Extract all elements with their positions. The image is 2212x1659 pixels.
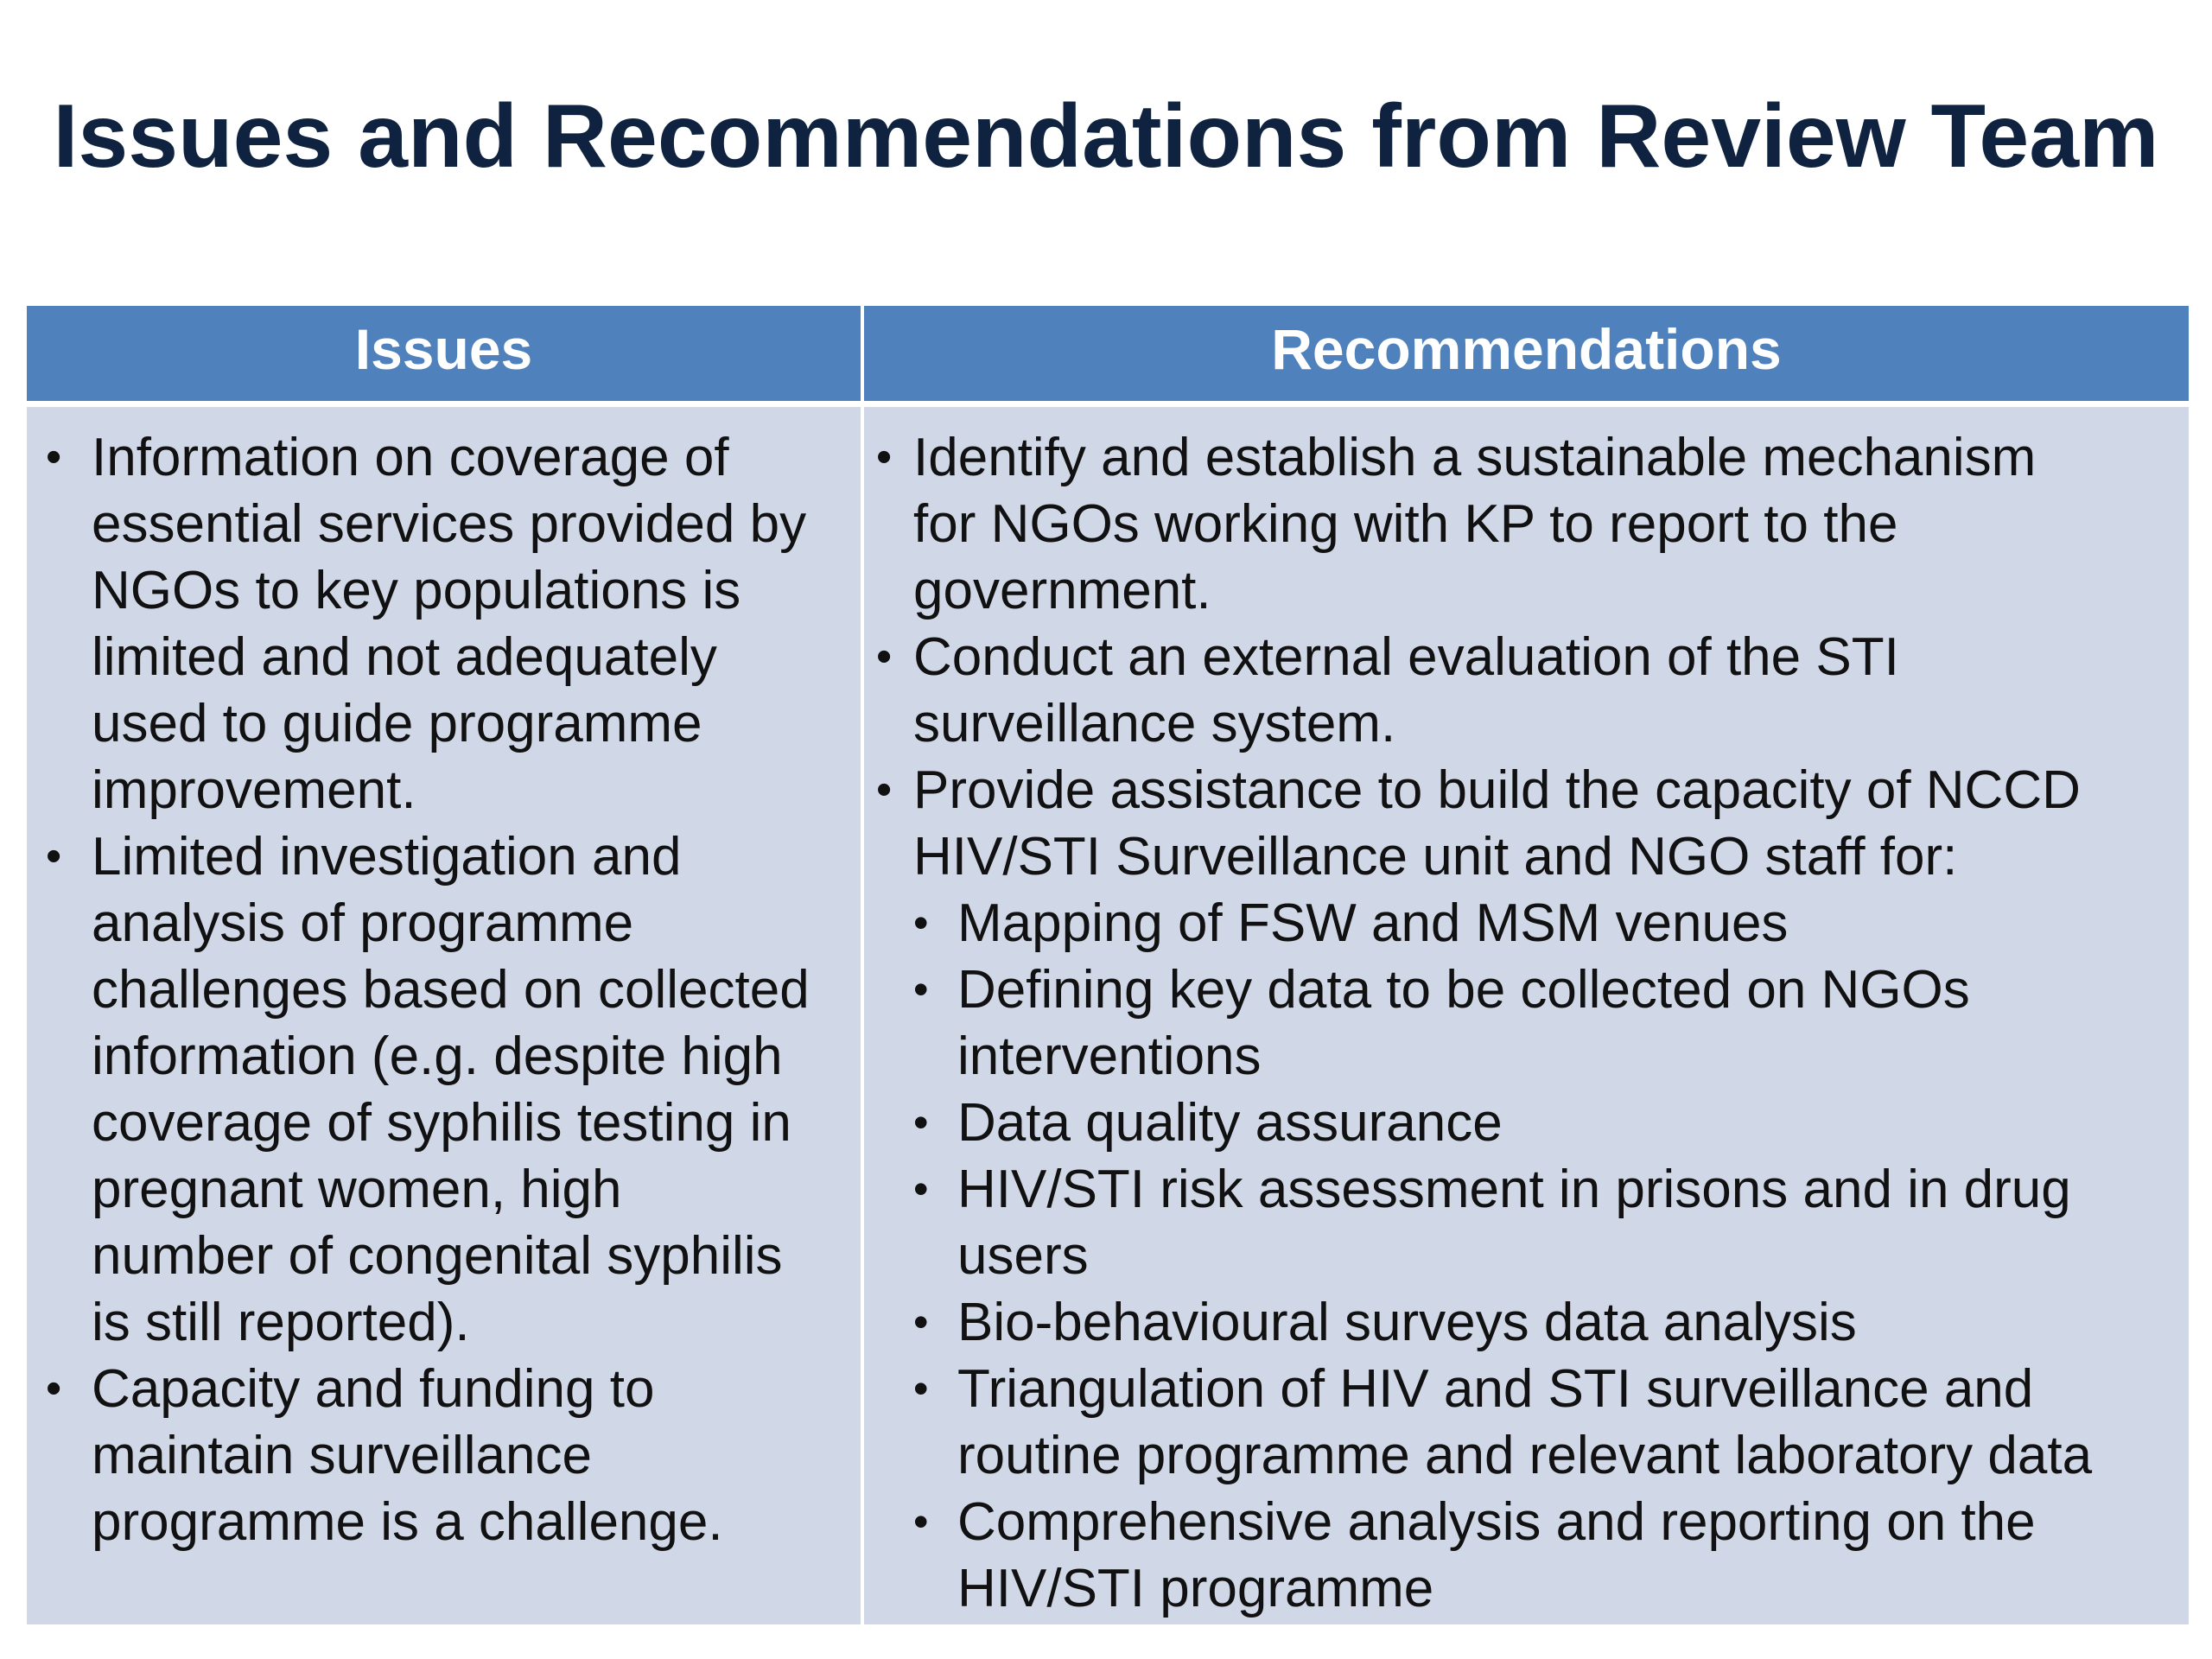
recommendation-bullet bbox=[864, 757, 2189, 1622]
issues-list bbox=[27, 424, 861, 1555]
text-line: users bbox=[957, 1226, 1089, 1286]
text-line: used to guide programme bbox=[92, 694, 702, 753]
text-line: • HIV/STI risk assessment in prisons and in drug bbox=[957, 1160, 2071, 1219]
recommendations-column-header: Recommendations bbox=[864, 306, 2189, 401]
sub-bullet-item bbox=[913, 1090, 2189, 1156]
text-line: • Data quality assurance bbox=[957, 1093, 1503, 1153]
issue-bullet bbox=[27, 424, 861, 823]
text-line: surveillance system. bbox=[913, 694, 1396, 753]
text-line: • Identify and establish a sustainable mechanism bbox=[913, 428, 2037, 487]
sub-bullet-item bbox=[913, 957, 2189, 1090]
text-line: pregnant women, high bbox=[92, 1160, 622, 1219]
recommendations-list bbox=[864, 424, 2189, 1622]
text-line: HIV/STI Surveillance unit and NGO staff for: bbox=[913, 827, 1958, 887]
text-line: information (e.g. despite high bbox=[92, 1027, 783, 1086]
text-line: • Conduct an external evaluation of the STI bbox=[913, 627, 1899, 687]
sub-bullet-item bbox=[913, 1156, 2189, 1289]
recommendation-bullet bbox=[864, 624, 2189, 757]
sub-bullet-item bbox=[913, 1356, 2189, 1489]
text-line: challenges based on collected bbox=[92, 960, 810, 1020]
text-line: • Bio-behavioural surveys data analysis bbox=[957, 1293, 1857, 1352]
text-line: • Mapping of FSW and MSM venues bbox=[957, 893, 1789, 953]
text-line: number of congenital syphilis bbox=[92, 1226, 783, 1286]
text-line: improvement. bbox=[92, 760, 416, 820]
text-line: • Defining key data to be collected on NGOs bbox=[957, 960, 1970, 1020]
text-line: programme is a challenge. bbox=[92, 1492, 723, 1552]
text-line: • Comprehensive analysis and reporting on the bbox=[957, 1492, 2036, 1552]
text-line: • Limited investigation and bbox=[92, 827, 682, 887]
text-line: HIV/STI programme bbox=[957, 1559, 1434, 1618]
text-line: government. bbox=[913, 561, 1211, 620]
sub-bullet-item bbox=[913, 890, 2189, 957]
issues-column-header: Issues bbox=[27, 306, 861, 401]
text-line: is still reported). bbox=[92, 1293, 470, 1352]
issues-recommendations-table bbox=[27, 306, 2189, 1624]
recommendation-bullet bbox=[864, 424, 2189, 624]
text-line: • Capacity and funding to bbox=[92, 1359, 655, 1419]
text-line: essential services provided by bbox=[92, 494, 807, 554]
text-line: NGOs to key populations is bbox=[92, 561, 741, 620]
text-line: coverage of syphilis testing in bbox=[92, 1093, 791, 1153]
issue-bullet bbox=[27, 1356, 861, 1555]
text-line: analysis of programme bbox=[92, 893, 634, 953]
slide-title: Issues and Recommendations from Review Team bbox=[53, 86, 2159, 187]
text-line: limited and not adequately bbox=[92, 627, 717, 687]
text-line: • Triangulation of HIV and STI surveillance and bbox=[957, 1359, 2034, 1419]
sub-bullet-item bbox=[913, 1289, 2189, 1356]
sub-bullet-item bbox=[913, 1489, 2189, 1622]
text-line: interventions bbox=[957, 1027, 1262, 1086]
text-line: for NGOs working with KP to report to the bbox=[913, 494, 1898, 554]
issues-cell bbox=[27, 407, 861, 1624]
text-line: maintain surveillance bbox=[92, 1426, 592, 1485]
text-line: routine programme and relevant laboratory data bbox=[957, 1426, 2093, 1485]
text-line: • Provide assistance to build the capacity of NCCD bbox=[913, 760, 2081, 820]
issue-bullet bbox=[27, 823, 861, 1356]
recommendations-cell bbox=[864, 407, 2189, 1624]
sub-bullet-list bbox=[913, 890, 2189, 1622]
text-line: • Information on coverage of bbox=[92, 428, 729, 487]
